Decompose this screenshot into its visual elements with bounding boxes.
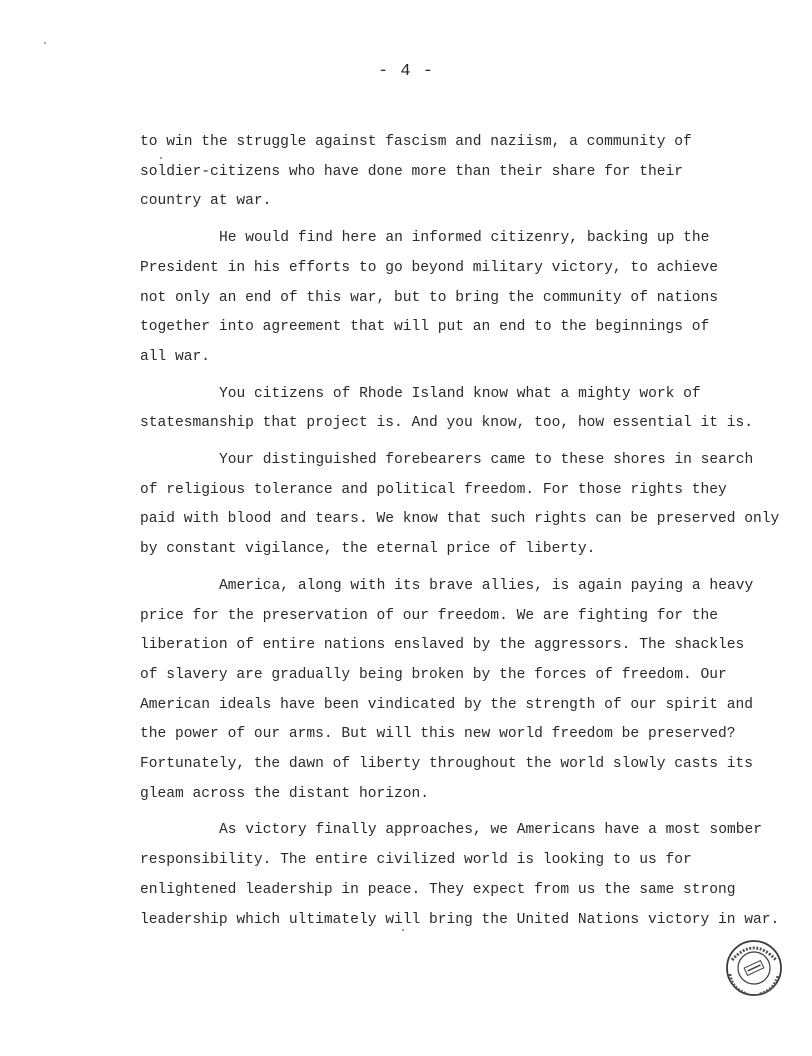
paragraph-2 — [140, 224, 720, 373]
text-line: gleam across the distant horizon. — [140, 785, 430, 802]
text-line: to win the struggle against fascism and naziism, a community of — [140, 134, 692, 150]
paper-speck — [402, 929, 404, 931]
text-line: country at war. — [140, 193, 272, 210]
text-line: of religious tolerance and political freedom. For those rights they — [140, 481, 727, 498]
text-line: not only an end of this war, but to bring the community of nations — [140, 289, 719, 306]
text-line: liberation of entire nations enslaved by the aggressors. The shackles — [140, 637, 745, 654]
paper-speck — [44, 42, 46, 44]
text-line: America, along with its brave allies, is again paying a heavy — [219, 577, 754, 594]
text-line: responsibility. The entire civilized world is looking to us for — [140, 852, 692, 869]
page-number: - 4 - — [377, 62, 434, 81]
library-stamp-icon — [724, 938, 784, 998]
text-line: the power of our arms. But will this new world freedom be preserved? — [140, 726, 736, 743]
text-line: price for the preservation of our freedom. We are fighting for the — [140, 607, 719, 624]
paragraph-4 — [140, 446, 780, 565]
text-line: enlightened leadership in peace. They expect from us the same strong — [140, 881, 736, 898]
text-line: paid with blood and tears. We know that such rights can be preserved only — [140, 511, 780, 528]
text-line: President in his efforts to go beyond military victory, to achieve — [140, 259, 719, 276]
paragraph-1 — [140, 128, 720, 217]
text-line: Fortunately, the dawn of liberty throughout the world slowly casts its — [140, 756, 754, 773]
paper-speck — [160, 157, 162, 159]
body-text — [140, 128, 780, 935]
text-line: all war. — [140, 348, 211, 365]
text-line: soldier-citizens who have done more than their share for their — [140, 163, 683, 180]
text-line: together into agreement that will put an end to the beginnings of — [140, 319, 710, 336]
text-line: As victory finally approaches, we Americans have a most somber — [219, 822, 762, 839]
paragraph-5 — [140, 572, 754, 810]
text-line: You citizens of Rhode Island know what a mighty work of — [219, 385, 701, 402]
text-line: of slavery are gradually being broken by the forces of freedom. Our — [140, 666, 727, 683]
text-line: leadership which ultimately will bring the United Nations victory in war. — [140, 911, 780, 928]
text-line: American ideals have been vindicated by the strength of our spirit and — [140, 696, 754, 713]
text-line: Your distinguished forebearers came to these shores in search — [219, 452, 754, 469]
text-line: He would find here an informed citizenry, backing up the — [219, 230, 710, 247]
paragraph-3 — [140, 380, 754, 439]
text-line: by constant vigilance, the eternal price of liberty. — [140, 541, 596, 558]
text-line: statesmanship that project is. And you know, too, how essential it is. — [140, 415, 754, 432]
paragraph-6 — [140, 816, 780, 935]
